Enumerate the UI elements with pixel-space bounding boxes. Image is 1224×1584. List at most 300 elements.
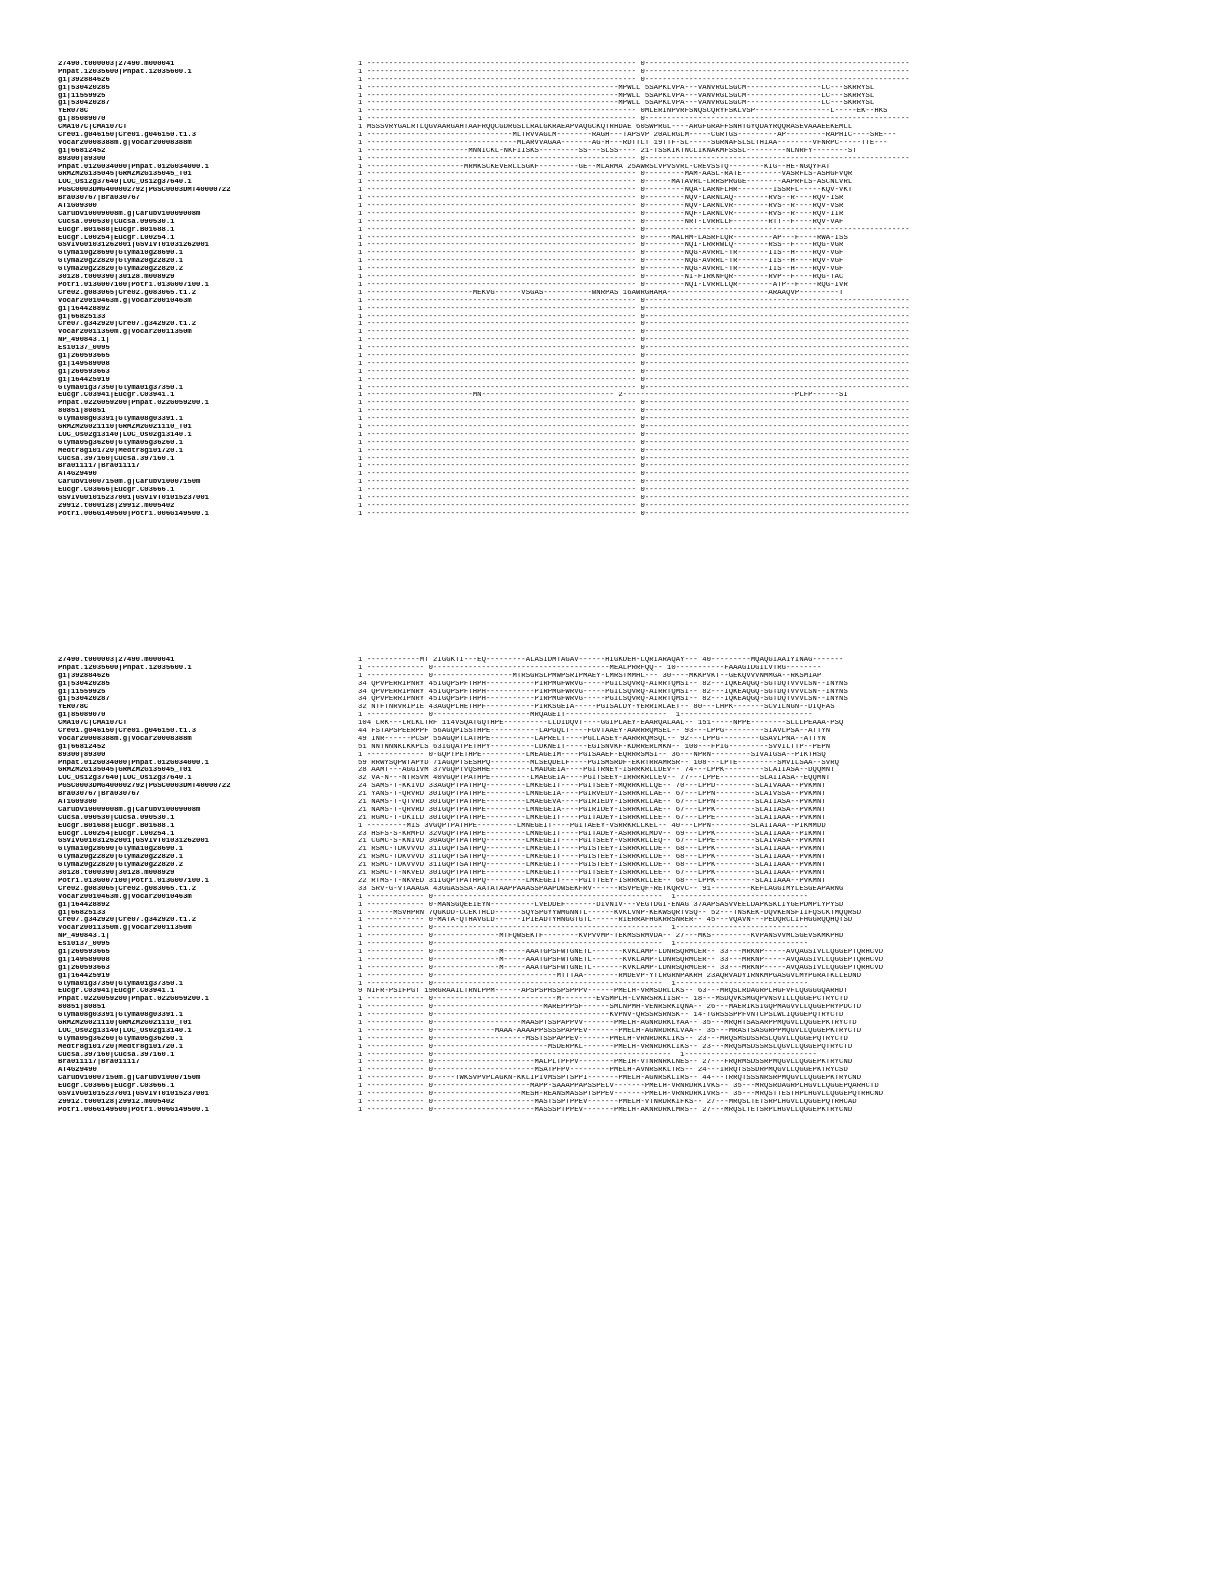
sequence-residues: 21 RSMC-TDKVVVD 31IGQPTSATHPQ---------LMKEGEIT----PGISTEEY-ISRRKRLLDE-- 68---LPPK---------SLAIIAAA--PVKMNT [358, 846, 826, 854]
sequence-name: gi|66812452 [58, 147, 106, 155]
alignment-row [58, 100, 1188, 108]
alignment-row [58, 195, 1188, 203]
alignment-block-1 [58, 61, 1188, 519]
sequence-residues: 1 ------------------------------------------------------------- 0------------------------------------------------------------ [358, 494, 910, 502]
sequence-residues: 1 ---------MIS 3VGQPTPATHPE---------LMNEGEIT----PGITAEEY-VSRRKRLLKEL-- 40---LPPN---------SLAIIAAA--PIKMMDD [358, 822, 826, 830]
sequence-name: Vocar20008388m.g|Vocar20008388m [58, 735, 192, 743]
sequence-residues: 1 ------------------------------------------------------------- 0---------NQA-LARNFLHR--------ISSRFL-----KQV-VKT [358, 187, 853, 195]
sequence-residues: 21 RGMC-T-DKILD 30IGQPTPATHPE---------LMKEGEIT----PGITADEY-ISRRKRLLEE-- 67---LPPE---------SLAIIAAA--PVKMNT [358, 814, 826, 822]
sequence-residues: 1 ------------- 0-----------------------MASSSPTPPEV-------PMELH-AKNRDRKLMRS-- 27---MRQSLTETSRPLHGVLLQGGEPKTRYCND [358, 1106, 853, 1114]
alignment-row [58, 1059, 1188, 1067]
sequence-name: LOC_Os02g13140|LOC_Os02g13140.1 [58, 431, 192, 439]
alignment-row [58, 831, 1188, 839]
sequence-name: Glyma20g22820|Glyma20g22820.1 [58, 854, 184, 862]
sequence-residues: 1 ---------------------------------------------------------MPWLL 5SAPKLVPA---VANVRGLSGCM-----------------LC---SKRRYSL [358, 92, 875, 100]
alignment-row [58, 712, 1188, 720]
sequence-name: Eucgr.L00254|Eucgr.L00254.1 [58, 234, 175, 242]
sequence-name: Glyma01g37350|Glyma01g37350.1 [58, 980, 184, 988]
sequence-name: AT4G29490 [58, 471, 97, 479]
alignment-row [58, 148, 1188, 156]
alignment-row [58, 471, 1188, 479]
sequence-name: Potri.013G007100|Potri.013G007100.1 [58, 281, 209, 289]
sequence-residues: 1 ------------- 0----------------------------------------MEALPRRFQQ-- 10-----------FAAAGIDGILVTRG-------- [358, 664, 822, 672]
sequence-name: Glyma10g28690|Glyma10g28690.1 [58, 846, 184, 854]
sequence-name: Glyma01g37350|Glyma01g37350.1 [58, 384, 184, 392]
alignment-row [58, 957, 1188, 965]
sequence-residues: 1 ------------------------------------------------------------- 0------------------------------------------------------------ [358, 431, 910, 439]
alignment-row [58, 448, 1188, 456]
sequence-name: AT4G29490 [58, 1067, 97, 1075]
sequence-residues: 1 ------------------------------------------------------------- 0------MALHM-LASRFLQR---------AP---F----RWA-ISS [358, 234, 848, 242]
sequence-residues: 1 ----------------------MRMKSCKEVERLLSGKF---------GE--MLARMA 25AWRSLVPVSVRL-CREVSSTQ--------KIG--HE-NGQYFAT [358, 163, 831, 171]
sequence-residues: 23 HSFS-S-KRMFD 32VGQPTPATHPE---------LMNEGEIT----PGITADEY-ASRRKRLMDV-- 69---LPPK---------SLAIIAAA--PIKMNT [358, 830, 826, 838]
alignment-row [58, 910, 1188, 918]
sequence-residues: 1 ------------------------------------------------------------- 0------------------------------------------------------------ [358, 116, 910, 124]
sequence-name: Esi0137_0095 [58, 941, 110, 949]
sequence-name: Phpat.022G059200|Phpat.022G059200.1 [58, 996, 209, 1004]
sequence-name: gi|164428892 [58, 305, 110, 313]
alignment-row [58, 862, 1188, 870]
alignment-row [58, 973, 1188, 981]
sequence-name: Cucsa.397160|Cucsa.397160.1 [58, 1051, 175, 1059]
sequence-residues: 1 ------------- 0--------------------MESH-REANSMASSPTSPPEV-------PMELH-VRNRDRKIVRS-- 35---MRQSTTESTHPLHGVLLQGGEPQTRHCND [358, 1090, 884, 1098]
sequence-residues: 1 ------------------------------------------------------------- 0---------NQI-LRRRWLQ--------RSS--F----RQG-VGR [358, 242, 844, 250]
alignment-row [58, 657, 1188, 665]
sequence-name: GSVIVG01015237001|GSVIVT01015237001 [58, 494, 209, 502]
sequence-residues: 1 ------------------------------------------------------------- 0------------------------------------------------------------ [358, 384, 910, 392]
alignment-row [58, 132, 1188, 140]
sequence-residues: 1 ------------- 0---------------MTFQWSEKTF--------KVPVVMP-TEKMSSRMVDA-- 27---MKS---------KVPANSVVMLSGEVSKMKPHD [358, 933, 844, 941]
alignment-row [58, 463, 1188, 471]
alignment-row [58, 235, 1188, 243]
sequence-name: 80851|80851 [58, 1004, 106, 1012]
sequence-residues: 1 ------------------------------------------------------------- 0---------NI-FIRKNFQR--------RVP--F----RQG-TAC [358, 274, 844, 282]
sequence-residues: 1 ------------------------------------------------------------- 0------------------------------------------------------------ [358, 61, 910, 68]
sequence-residues: 1 ------------- 0----------------------MRQAGEIT----------------------- 1------------------------------ [358, 712, 813, 720]
sequence-name: AT1G09300 [58, 799, 97, 807]
alignment-row [58, 353, 1188, 361]
alignment-row [58, 164, 1188, 172]
sequence-name: gi|164425919 [58, 376, 110, 384]
sequence-name: Cre02.g083065|Cre02.g083065.t1.2 [58, 885, 197, 893]
sequence-name: Cre07.g342920|Cre07.g342920.t1.2 [58, 321, 197, 329]
alignment-row [58, 1036, 1188, 1044]
alignment-row [58, 846, 1188, 854]
sequence-name: Medtr8g101720|Medtr8g101720.1 [58, 1043, 184, 1051]
alignment-row [58, 933, 1188, 941]
sequence-name: Bra011117|Bra011117 [58, 463, 140, 471]
sequence-name: YER078C [58, 704, 89, 712]
alignment-row [58, 282, 1188, 290]
sequence-name: Phpat.12035600|Phpat.12035600.1 [58, 664, 192, 672]
sequence-residues: 1 ------------------------MN------------------------------ 2---------------------------------------PLFP------SI [358, 392, 848, 400]
alignment-row [58, 767, 1188, 775]
sequence-name: NP_490843.1| [58, 933, 110, 941]
sequence-residues: 1 ------------------------------------------------------------- 0---------NQG-AVRRL-TR-------IIS--H----RQV-VGF [358, 250, 844, 258]
sequence-residues: 1 ------------------------------------------------------------- 0------------------------------------------------------------ [358, 305, 910, 313]
sequence-name: gi|530420287 [58, 696, 110, 704]
alignment-row [58, 681, 1188, 689]
alignment-row [58, 321, 1188, 329]
alignment-row [58, 503, 1188, 511]
alignment-row [58, 752, 1188, 760]
alignment-row [58, 783, 1188, 791]
alignment-row [58, 211, 1188, 219]
sequence-name: Cre02.g083065|Cre02.g083065.t1.2 [58, 289, 197, 297]
sequence-name: GSVIVG01031262001|GSVIVT01031262001 [58, 242, 209, 250]
alignment-row [58, 156, 1188, 164]
sequence-residues: 21 RSMC-TDKVVVD 31IGQPTSATHPQ---------LMKEGEIT----PGISTEEY-ISRRKRLLDE-- 68---LPPK---------SLAIIAAA--PVKMNT [358, 854, 826, 862]
alignment-row [58, 329, 1188, 337]
alignment-row [58, 965, 1188, 973]
sequence-residues: 1 ------------- 0---------------------MSSTSSPAPPEV-------PMELH-VRNRDRKLIKS-- 23---MRQSMSDSSRSLQGVLLQGGEPQTRYCTD [358, 1035, 848, 1043]
sequence-residues: 1 ------------- 0---------------------------------------------------- 1------------------------------ [358, 893, 809, 901]
alignment-row [58, 775, 1188, 783]
alignment-row [58, 108, 1188, 116]
sequence-name: gi|530420285 [58, 84, 110, 92]
sequence-name: Phpat.022G059200|Phpat.022G059200.1 [58, 400, 209, 408]
sequence-residues: 1 ------------------------------------------------------------- 0------------------------------------------------------------ [358, 408, 910, 416]
alignment-row [58, 823, 1188, 831]
sequence-residues: 51 NNTNNNKLKKPLS 63IGQATPETHPY----------LDKNEIT-----EGISNVKF-KDRRERLMKN-- 100---FPIG---------SVVILTTP--PEPN [358, 743, 831, 751]
alignment-row [58, 744, 1188, 752]
alignment-row [58, 696, 1188, 704]
sequence-name: Phpat.012G034000|Phpat.012G034000.1 [58, 759, 209, 767]
alignment-row [58, 1028, 1188, 1036]
sequence-name: Glyma05g36260|Glyma05g36260.1 [58, 1035, 184, 1043]
alignment-row [58, 941, 1188, 949]
sequence-name: Eucgr.B01688|Eucgr.B01688.1 [58, 822, 175, 830]
alignment-row [58, 93, 1188, 101]
sequence-name: Eucgr.C03666|Eucgr.C03666.1 [58, 487, 175, 495]
alignment-row [58, 392, 1188, 400]
alignment-row [58, 424, 1188, 432]
sequence-name: Glyma08g03391|Glyma08g03391.1 [58, 1012, 184, 1020]
alignment-row [58, 408, 1188, 416]
sequence-residues: 1 ------------- 0---------------M-----AAATGPSFWTGNETL-------KVKLAMP-LDNRSQRMCER-- 33---MRKNP-----AVQAGSIVLLQGGEPTQRHCVD [358, 948, 884, 956]
sequence-name: Esi0137_0095 [58, 345, 110, 353]
sequence-name: LOC_Os12g37640|LOC_Os12g37640.1 [58, 775, 192, 783]
alignment-row [58, 377, 1188, 385]
alignment-row [58, 69, 1188, 77]
sequence-name: 27490.t000003|27490.m000041 [58, 657, 175, 664]
alignment-row [58, 665, 1188, 673]
sequence-name: Eucgr.C03941|Eucgr.C03941.1 [58, 988, 175, 996]
sequence-residues: 1 ------------------------------------------------------------- 0------------------------------------------------------------ [358, 400, 910, 408]
sequence-name: Eucgr.L00254|Eucgr.L00254.1 [58, 830, 175, 838]
sequence-name: gi|11559925 [58, 688, 106, 696]
sequence-residues: 1 ------------------------------------------------------------- 0------------------------------------------------------------ [358, 297, 910, 305]
sequence-name: 30128.t000390|30128.m008929 [58, 870, 175, 878]
sequence-name: Glyma20g22820|Glyma20g22820.1 [58, 258, 184, 266]
sequence-residues: 1 ------------------------------------------------------------- 0------------------------------------------------------------ [358, 423, 910, 431]
sequence-residues: 1 ------------------------------------------------------------- 0------------------------------------------------------------ [358, 471, 910, 479]
sequence-name: Vocar20011350m.g|Vocar20011350m [58, 329, 192, 337]
sequence-residues: 1 ------------------------MEKVG------VSGAS-----------WNRPAS 16AWRGHAHA-----------------------ARAAQVP---------T [358, 289, 844, 297]
alignment-row [58, 689, 1188, 697]
sequence-residues: 1 ------------- 0-----------------------MSATPFPV---------PMELH-AVNRSRKLTRS-- 24---IRRQTSSSDRPMQGVLLQGGEPKTRYCSD [358, 1067, 848, 1075]
alignment-row [58, 85, 1188, 93]
sequence-name: CMA107C|CMA107CT [58, 720, 128, 728]
sequence-residues: 1 -----------------------MNNICKL-NKFIISKS---------SS---SLSS---- 21-TSSKIKTNCLIKNAKMFSSSL---------NLNRFY--------ST [358, 147, 857, 155]
sequence-residues: 1 ------------------------------------------------------------- 0---------NQF-LARNLVR--------RVS--R----RQV-IIR [358, 210, 844, 218]
sequence-residues: 59 RRWYSQPWTAPYD 71AGQPTSESHPQ---------MLSEQDELF----PGISMSRDF-EKRTRRAMRSR-- 108---LPTE---------SMVILSAA--SVRQ [358, 759, 840, 767]
alignment-block-2 [58, 657, 1188, 1115]
alignment-row [58, 116, 1188, 124]
sequence-residues: 49 INR------PCSP 55AGQPTLATHPE----------LAPRELT----PGLLASEY-AARRRQMSQL-- 92---LPPG---------GSAVLPNA--ATTYN [358, 735, 826, 743]
sequence-name: Bra030767|Bra030767 [58, 195, 140, 203]
sequence-name: Bra030767|Bra030767 [58, 791, 140, 799]
sequence-residues: 1 ------------------------------------------------------------- 0------------------------------------------------------------ [358, 155, 910, 163]
sequence-name: Medtr8g101720|Medtr8g101720.1 [58, 447, 184, 455]
sequence-name: gi|260593663 [58, 368, 110, 376]
sequence-residues: 1 ------------------------------------------------------------- 0------------------------------------------------------------ [358, 352, 910, 360]
sequence-residues: 21 NAMS-T-QRVRD 30IGQPTPATHPE---------LMNEGEIA----PGIRIDEY-ISRRKRLLAE-- 67---LPPK---------SLAIIASA--PVKMNT [358, 806, 826, 814]
alignment-row [58, 854, 1188, 862]
sequence-name: Glyma05g36260|Glyma05g36260.1 [58, 439, 184, 447]
sequence-residues: 28 AAMT---AGGIVM 37VGQPTVQSHHE---------LMADGEIA----PGITRNEY-ISRRKRLLDEV-- 74---LPPK---------SLAIIASA--DQQMNT [358, 767, 835, 775]
sequence-name: AT1G09300 [58, 203, 97, 211]
sequence-residues: 1 ------------------------------------------------------------- 0------------------------------------------------------------ [358, 376, 910, 384]
alignment-row [58, 314, 1188, 322]
sequence-name: PGSC0003DMG400002792|PGSC0003DMT40000722 [58, 187, 231, 195]
sequence-name: 27490.t000003|27490.m000041 [58, 61, 175, 68]
sequence-name: gi|85089070 [58, 712, 106, 720]
sequence-residues: 1 ------------------------------------------------------------- 0------------------------------------------------------------ [358, 439, 910, 447]
sequence-name: CMA107C|CMA107CT [58, 124, 128, 132]
alignment-row [58, 1099, 1188, 1107]
sequence-name: Glyma20g22820|Glyma20g22820.2 [58, 862, 184, 870]
sequence-name: Cre01.g046150|Cre01.g046150.t1.3 [58, 728, 197, 736]
sequence-name: Eucgr.C03666|Eucgr.C03666.1 [58, 1083, 175, 1091]
alignment-row [58, 124, 1188, 132]
alignment-row [58, 981, 1188, 989]
sequence-residues: 1 ---------------------------------MLTRVVAGLM--------RAGH---TAPSVP 20ALRGLM-----CGRTGS---------AP---------RAPHIC----SRE--- [358, 132, 897, 140]
alignment-row [58, 495, 1188, 503]
alignment-row [58, 807, 1188, 815]
sequence-residues: 33 SRV-G-VTAAAGA 43GGASSSA-AATATAAPPAAASSPAAPDWSEKFRV------RSVPEQF-RETKQRVC-- 91---------KEFLAGGIMYLESGEAPARNG [358, 885, 844, 893]
sequence-residues: 1 ------MSVHPRN 7QGKDD-CCEKTHLD------SQYSPGYYWMGNNTL------KVKLVNP-KEKWSQRTVSQ-- 52---TNSKEK-DQVKENSFIIFQSCKTMQQRSD [358, 909, 862, 917]
sequence-name: GSVIVG01015237001|GSVIVT01015237001 [58, 1090, 209, 1098]
sequence-name: gi|260593663 [58, 964, 110, 972]
sequence-residues: 1 ------------------------------------------------------------- 0---------NRT-LVRRLLF--------RTT--F----RQV-VAF [358, 218, 844, 226]
sequence-name: gi|66825133 [58, 909, 106, 917]
sequence-residues: 1 ------------- 0-----------------------MALPLTPFPV--------PMEIH-VTNRNRKLNES-- 27---FRQRMSDSSRPMQGVLLQGGEPKTRYCND [358, 1059, 853, 1067]
sequence-name: Glyma20g22820|Glyma20g22820.2 [58, 266, 184, 274]
alignment-row [58, 227, 1188, 235]
sequence-name: Cucsa.397160|Cucsa.397160.1 [58, 455, 175, 463]
sequence-residues: 1 ------------------------------------------------------------- 0------------------------------------------------------------ [358, 313, 910, 321]
sequence-name: gi|392884626 [58, 76, 110, 84]
sequence-name: Eucgr.C03941|Eucgr.C03941.1 [58, 392, 175, 400]
alignment-row [58, 432, 1188, 440]
sequence-residues: 1 ------------------------------------------------------------- 0------------------------------------------------------------ [358, 447, 910, 455]
sequence-residues: 21 RSMC-T-NKVED 30IGQPTPATHPE---------LMKEGEIT----PGITSEEY-ISRRKRLLEE-- 67---LPPK---------SLAIIAAA--PVKMNT [358, 870, 826, 878]
alignment-row [58, 77, 1188, 85]
alignment-row [58, 799, 1188, 807]
sequence-name: NP_490843.1| [58, 337, 110, 345]
sequence-name: 89300|89300 [58, 155, 106, 163]
sequence-name: gi|85089070 [58, 116, 106, 124]
sequence-residues: 1 ------------------------------------------------------------- 0------------------------------------------------------------ [358, 416, 910, 424]
sequence-residues: 1 ------------------------------------------------------------- 0---------MAM-AASL-RATE---------VASRFLS-ASHGFVQR [358, 171, 853, 179]
sequence-name: gi|11559925 [58, 92, 106, 100]
alignment-row [58, 894, 1188, 902]
sequence-residues: 1 ------------- 0---------------------------------------------------- 1------------------------------ [358, 980, 809, 988]
alignment-row [58, 917, 1188, 925]
sequence-residues: 1 ------------------------------------------------------------- 0------------------------------------------------------------ [358, 487, 910, 495]
sequence-name: GRMZM2G135045|GRMZM2G135045_T01 [58, 767, 192, 775]
alignment-row [58, 1107, 1188, 1115]
sequence-residues: 1 ------------------------------------------------------------- 0------MATAVRL-LRRSPRGGE--------AAPRFLS-ASCNLVRL [358, 179, 853, 187]
sequence-residues: 1 ------------------------------------------------------------- 0------------------------------------------------------------ [358, 463, 910, 471]
sequence-residues: 1 ---------------------------------------------------------MPWLL 5SAPKLVPA---VANVRGLSGCM-----------------LC---SKRRYSL [358, 100, 875, 108]
alignment-row [58, 140, 1188, 148]
alignment-row [58, 988, 1188, 996]
sequence-residues: 1 ------------- 0----------------------MAPP-SAAAPPAPSSPELV-------PMELH-VRNRDRKIVKS-- 35---MRQSRDAGRPLHGVLLQGGEPQARHCTD [358, 1083, 879, 1091]
sequence-name: gi|260593665 [58, 352, 110, 360]
sequence-name: 80851|80851 [58, 408, 106, 416]
alignment-row [58, 179, 1188, 187]
sequence-name: Potri.013G007100|Potri.013G007100.1 [58, 877, 209, 885]
sequence-name: Carubv10009008m.g|Carubv10009008m [58, 806, 201, 814]
sequence-residues: 1 ------------------------------------------------------------- 0------------------------------------------------------------ [358, 368, 910, 376]
alignment-row [58, 219, 1188, 227]
sequence-name: Glyma08g03391|Glyma08g03391.1 [58, 416, 184, 424]
sequence-name: gi|149589008 [58, 956, 110, 964]
sequence-name: GRMZM2G135045|GRMZM2G135045_T01 [58, 171, 192, 179]
sequence-residues: 1 ------------- 0---------------M-----AAATGPSFWTGNETL-------KVKLAMP-LDNRSQRMCER-- 33---MRKNP-----AVQAGSIVLLQGGEPTQRHCVD [358, 956, 884, 964]
alignment-row [58, 400, 1188, 408]
sequence-name: gi|530420285 [58, 680, 110, 688]
sequence-name: PGSC0003DMG400002792|PGSC0003DMT40000722 [58, 783, 231, 791]
alignment-row [58, 258, 1188, 266]
sequence-name: LOC_Os02g13140|LOC_Os02g13140.1 [58, 1027, 192, 1035]
alignment-row [58, 838, 1188, 846]
alignment-row [58, 274, 1188, 282]
sequence-residues: 21 CGMC-S-KNIVD 30AGQPTPATHPQ---------LMKEGEIT----PGITSEEY-VSRRKRLLEQ-- 67---LPPE---------SLAIVASA--PVKMNT [358, 838, 826, 846]
sequence-residues: 1 ------------------------------------------------------------- 0MLERINPVRFSNQSCQRYFSKLVSP-----------------L-----EK--HKS [358, 108, 888, 116]
sequence-residues: 1 ------------- 0-MATA-QTHAVGLD------IPIEADTYHNGGTGTL------RIERRAFHGKRRSNRER-- 45---VQAVN---PEDQRCLIFHGGRQQHQTSD [358, 917, 853, 925]
sequence-residues: 1 ----------------------------------MLARVVAGAA-------AG-H---RDTTLT 19TTF-SL-----SGRNAFSLSLTHIAA--------VFNRPC-----TTE--- [358, 139, 888, 147]
sequence-residues: 1 ------------------------------------------------------------- 0------------------------------------------------------------ [358, 502, 910, 510]
alignment-row [58, 720, 1188, 728]
sequence-residues: 1 ------------- 0-----------------------MASTSSPTPPEV-------PMELH-VTNRDRKIFKS-- 27---MRQSLTETSRPLHGVLLQGGEPQTRHCAD [358, 1098, 857, 1106]
sequence-residues: 24 SAMS-T-KKIVD 33AGQPTPATHPQ---------LMKEGEIT----PGITSEEY-MQRRKRLLQE-- 70---LPPD---------SLAIVAAA--PVKMNT [358, 783, 826, 791]
sequence-residues: 1 ------------- 0--------------MAAA-AAAAPPSSSSPAPPEV-------PMELH-AGNRDRKLVAA-- 35---MRASTSASGRPPMQGVLLQGGEPKTRYCTD [358, 1027, 862, 1035]
sequence-name: 29912.t000128|29912.m005402 [58, 1098, 175, 1106]
alignment-row [58, 878, 1188, 886]
alignment-row [58, 1083, 1188, 1091]
alignment-row [58, 416, 1188, 424]
sequence-residues: 1 ------------- 0----------------------------M--------EVSMPLH-LVNRSRKIISR-- 18---MSDQVKSMGQPVNSVILLQGGEPCTRYCTD [358, 996, 848, 1004]
sequence-residues: 1 ------------- 0------------------MTRSGRSLPMWPSRIPMAEY-LMRSTMMHL--- 30----MKKPVKT--GEKQVVVNMMGA--RKSMIAP [358, 672, 822, 680]
alignment-row [58, 1004, 1188, 1012]
sequence-name: Vocar20010463m.g|Vocar20010463m [58, 893, 192, 901]
sequence-name: gi|530420287 [58, 100, 110, 108]
alignment-row [58, 949, 1188, 957]
alignment-row [58, 250, 1188, 258]
sequence-name: YER078C [58, 108, 89, 116]
sequence-residues: 1 ------------------------------------------------------------- 0------------------------------------------------------------ [358, 329, 910, 337]
sequence-residues: 1 ------------- 0---------------------------------------------------- 1------------------------------ [358, 941, 809, 949]
alignment-row [58, 736, 1188, 744]
sequence-residues: 1 MSSSVRYGALRTLQGVAARGAHTAAFRQQCGDRGSLLRALGKRAEAPVAQGCKQTRHDAE 60SWPRGL----ARGFGRAFFSNHTGYQDAYRQQRASEVAAAEEKEMLL [358, 124, 853, 132]
alignment-row [58, 1067, 1188, 1075]
alignment-row [58, 290, 1188, 298]
sequence-residues: 1 ------------------------------------------------------------- 0---------NQV-LARNLAQ--------RVS--R----RQV-ISR [358, 195, 844, 203]
sequence-residues: 44 FSTAPSPEERPPF 56AGQPISSTHPE-----------LAPGQLT----FGVTAAEY-AARRRQMSEL-- 93---LPPG---------SIAVLPSA--ATTYN [358, 728, 831, 736]
alignment-row [58, 171, 1188, 179]
sequence-residues: 1 ------------------------------------------------------------- 0------------------------------------------------------------ [358, 360, 910, 368]
sequence-residues: 1 ------------- 0---------------M-----AAATGPSFWTGNETL-------KVKLAMP-LDNRSQRMCER-- 33---MRKNP-----AVQAGSIVLLQGGEPTQRHCVD [358, 964, 884, 972]
sequence-name: gi|66825133 [58, 313, 106, 321]
sequence-residues: 1 ------------------------------------------------------------- 0------------------------------------------------------------ [358, 68, 910, 76]
sequence-name: Phpat.012G034000|Phpat.012G034000.1 [58, 163, 209, 171]
sequence-residues: 1 ------------------------------------------------------------- 0---------NQV-LARNLVR--------RVS--R----RQV-VSR [358, 203, 844, 211]
sequence-residues: 1 ------------- 0--------------------MAASPTSSPAPPVV-------PMELH-AGNRDRKLYAA-- 35---MRQHTSASARPPMQGVLLQGGEPKTRYCTD [358, 1019, 857, 1027]
alignment-row [58, 1075, 1188, 1083]
sequence-name: Eucgr.B01688|Eucgr.B01688.1 [58, 226, 175, 234]
alignment-row [58, 673, 1188, 681]
sequence-residues: 1 ------------------------------------------------------------- 0------------------------------------------------------------ [358, 455, 910, 463]
sequence-residues: 1 ------------MT 2IGGKTI---EQ---------ALASIDMTAGAV------HIGKDEH-LQRIARAQAY--- 40---------MQAQGIAAIYINAG------- [358, 657, 844, 664]
sequence-residues: 9 NIFR-PSIFPGT 19RGRAAILTRNLPPM------APSPSPHSSPSPPPV------PMELH-VRMSDRLLKS-- 63---MRQSLRDAGRPLHGFVFLQGGGGQARHDT [358, 988, 848, 996]
alignment-row [58, 886, 1188, 894]
sequence-name: gi|392884626 [58, 672, 110, 680]
alignment-row [58, 925, 1188, 933]
sequence-residues: 22 RTMS-T-NKVED 31IGQPTPATHPQ---------LMKEGEIT----PGITTEEY-ISRRKRLLEE-- 68---LPPK---------SLAIIAAA--PVKMNT [358, 877, 826, 885]
sequence-residues: 104 LRK---LRLKLTRF 114VSQATGQTHPE----------LLDIDQVT----GGIPLAEY-EAARQALAAL-- 151-----NPPE--------SLLLPEAAA-PSQ [358, 720, 844, 728]
alignment-row [58, 345, 1188, 353]
alignment-row [58, 337, 1188, 345]
sequence-name: GRMZM2G021110|GRMZM2G021110_T01 [58, 423, 192, 431]
sequence-name: Cre01.g046150|Cre01.g046150.t1.3 [58, 132, 197, 140]
alignment-row [58, 815, 1188, 823]
alignment-row [58, 479, 1188, 487]
sequence-residues: 1 ------------- 0----------------------------------------KVPNV-QRSSRSRNSK-- 14-TGRSSSPPFVNTCPSLWLIQGGEPQTRYCTD [358, 1012, 844, 1020]
sequence-name: Vocar20010463m.g|Vocar20010463m [58, 297, 192, 305]
sequence-residues: 1 ------------- 0------------------------------------------------------ 1------------------------------ [358, 1051, 817, 1059]
sequence-name: gi|66812452 [58, 743, 106, 751]
sequence-name: gi|164425919 [58, 972, 110, 980]
alignment-row [58, 791, 1188, 799]
sequence-name: LOC_Os12g37640|LOC_Os12g37640.1 [58, 179, 192, 187]
alignment-row [58, 266, 1188, 274]
sequence-name: Cre07.g342920|Cre07.g342920.t1.2 [58, 917, 197, 925]
sequence-name: Cucsa.090530|Cucsa.090530.1 [58, 814, 175, 822]
alignment-row [58, 61, 1188, 69]
alignment-row [58, 361, 1188, 369]
alignment-row [58, 996, 1188, 1004]
alignment-row [58, 456, 1188, 464]
sequence-residues: 1 ------------- 0-GQPTPETHPE----------LMEAGEIM----PGISAAEF-EQRRRSMSI-- 36---NPRN---------SIVAIGSA--PIKTHSQ [358, 751, 826, 759]
alignment-row [58, 385, 1188, 393]
sequence-name: Cucsa.090530|Cucsa.090530.1 [58, 218, 175, 226]
sequence-residues: 34 QPVPERRIPNRY 45IGQPSPFTHPH-----------PIRPMGFWRVG-----PGILSQVRQ-AIRRTQMSI-- 82---IQKEAQGQ-SGTDQTVVVLSN--INYNS [358, 696, 848, 704]
alignment-row [58, 1052, 1188, 1060]
sequence-residues: 1 ------------- 0-----TWKSVPVPLAGKN-KKLIPIVMSSPTSPPI-------PMELH-AGNRSKLIRS-- 44---TRRQTSSSNRSRPMQGVLLQGGEPKTRYCND [358, 1075, 862, 1083]
sequence-name: Carubv10009008m.g|Carubv10009008m [58, 210, 201, 218]
sequence-name: Potri.006G149500|Potri.006G149500.1 [58, 1106, 209, 1114]
sequence-name: GRMZM2G021110|GRMZM2G021110_T01 [58, 1019, 192, 1027]
alignment-row [58, 902, 1188, 910]
sequence-residues: 1 ------------------------------------------------------------- 0------------------------------------------------------------ [358, 479, 910, 487]
alignment-row [58, 369, 1188, 377]
sequence-residues: 34 QPVPERRIPNRY 45IGQPSPFTHPH-----------PIRPMGFWRVG-----PGILSQVRQ-AIRRTQMSI-- 82---IQKEAQGQ-SGTDQTVVVLSN--INYNS [358, 688, 848, 696]
sequence-name: gi|164428892 [58, 901, 110, 909]
alignment-row [58, 1044, 1188, 1052]
